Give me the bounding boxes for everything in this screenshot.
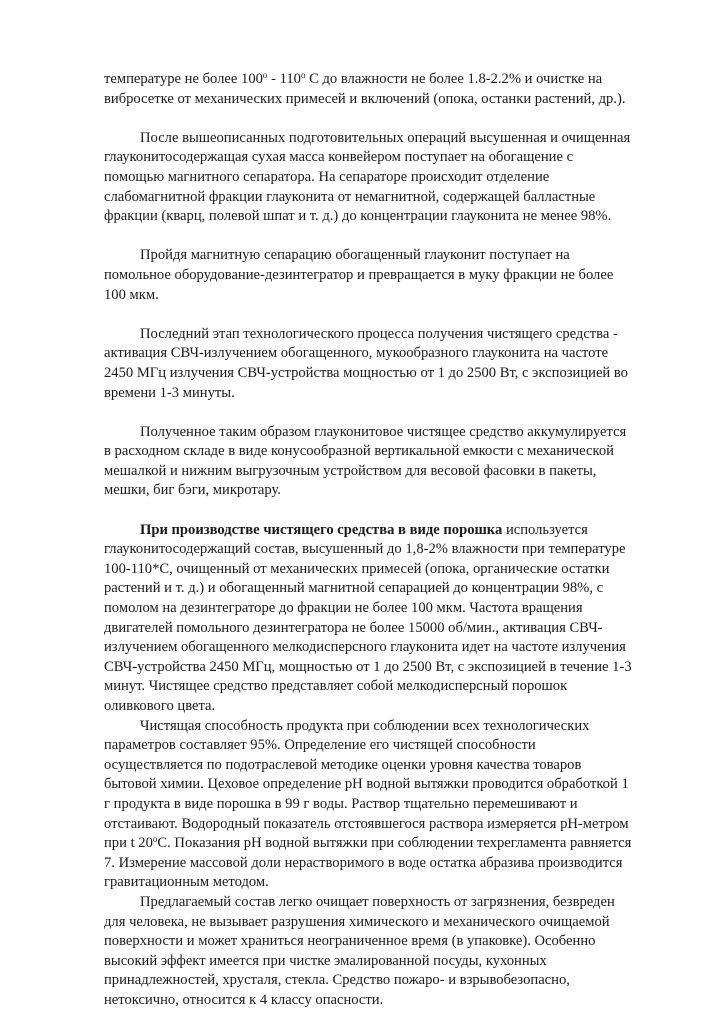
degree-superscript: о bbox=[262, 70, 268, 80]
paragraph-drying-conditions bbox=[104, 70, 634, 109]
text-segment: температуре не более 100 bbox=[104, 71, 263, 87]
text-segment: С до влажности не более 1.8-2.2% и очистке на вибросетке от механических примесей и включений (опока, останки растений, др.). bbox=[104, 71, 626, 107]
text-segment: Чистящая способность продукта при соблюдении всех технологических параметров составляет 95%. Определение его чистящей способности осуществляется по подотраслевой методике оценки уровня качества товаров бытовой химии. Цеховое определение рН водной вытяжки проводится обработкой 1 г продукта в виде порошка в 99 г воды. Раствор тщательно перемешивают и отстаивают. Водородный показатель отстоявшегося раствора измеряется рН-метром при t 20 bbox=[104, 717, 629, 852]
bold-heading-text: При производстве чистящего средства в виде порошка bbox=[140, 521, 503, 538]
paragraph-cleaning-ability bbox=[104, 717, 634, 893]
paragraph-powder-production bbox=[104, 521, 634, 717]
paragraph-milling: Пройдя магнитную сепарацию обогащенный глауконит поступает на помольное оборудование-дезинтегратор и превращается в муку фракции не более 100 мкм. bbox=[104, 247, 614, 303]
paragraph-microwave-activation: Последний этап технологического процесса получения чистящего средства - активация СВЧ-излучением обогащенного, мукообразного глауконита на частоте 2450 МГц излучения СВЧ-устройства мощностью от 1 до 2500 Вт, с экспозицией во времени 1-3 минуты. bbox=[104, 325, 628, 401]
text-segment: С. Показания рН водной вытяжки при соблюдении техрегламента равняется 7. Измерение массовой доли нерастворимого в воде остатка абразива производится гравитационным методом. bbox=[104, 835, 632, 891]
text-segment: - 110 bbox=[267, 71, 301, 87]
degree-superscript: о bbox=[152, 834, 158, 845]
text-segment: используется глауконитосодержащий состав, высушенный до 1,8-2% влажности при температуре 100-110*С, очищенный от механических примесей (опока, органические остатки растений и т. д.) и обогащенный магнитной сепарацией до концентрации 98%, с помолом на дезинтеграторе до фракции не более 100 мкм. Частота вращения двигателей помольного дезинтегратора не более 15000 об/мин., активация СВЧ-излучением обогащенного мелкодисперсного глауконита идет на частоте излучения СВЧ-устройства 2450 МГц, мощностью от 1 до 2500 Вт, с экспозицией в течение 1-3 минут. Чистящее средство представляет собой мелкодисперсный порошок оливкового цвета. bbox=[104, 521, 632, 714]
paragraph-magnetic-enrichment: После вышеописанных подготовительных операций высушенная и очищенная глауконитосодержащая сухая масса конвейером поступает на обогащение с помощью магнитного сепаратора. На сепараторе происходит отделение слабомагнитной фракции глауконита от немагнитной, содержащей балластные фракции (кварц, полевой шпат и т. д.) до концентрации глауконита не менее 98%. bbox=[104, 129, 631, 225]
paragraph-product-properties: Предлагаемый состав легко очищает поверхность от загрязнения, безвреден для человека, не вызывает разрушения химического и механического очищаемой поверхности и может храниться неограниченное время (в упаковке). Особенно высокий эффект имеется при чистке эмалированной посуды, кухонных принадлежностей, хрусталя, стекла. Средство пожаро- и взрывобезопасно, нетоксично, относится к 4 классу опасности. bbox=[104, 893, 615, 1008]
paragraph-storage-packaging: Полученное таким образом глауконитовое чистящее средство аккумулируется в расходном складе в виде конусообразной вертикальной емкости с механической мешалкой и нижним выгрузочным устройством для весовой фасовки в пакеты, мешки, биг бэги, микротару. bbox=[104, 423, 627, 499]
degree-superscript: о bbox=[300, 70, 306, 80]
